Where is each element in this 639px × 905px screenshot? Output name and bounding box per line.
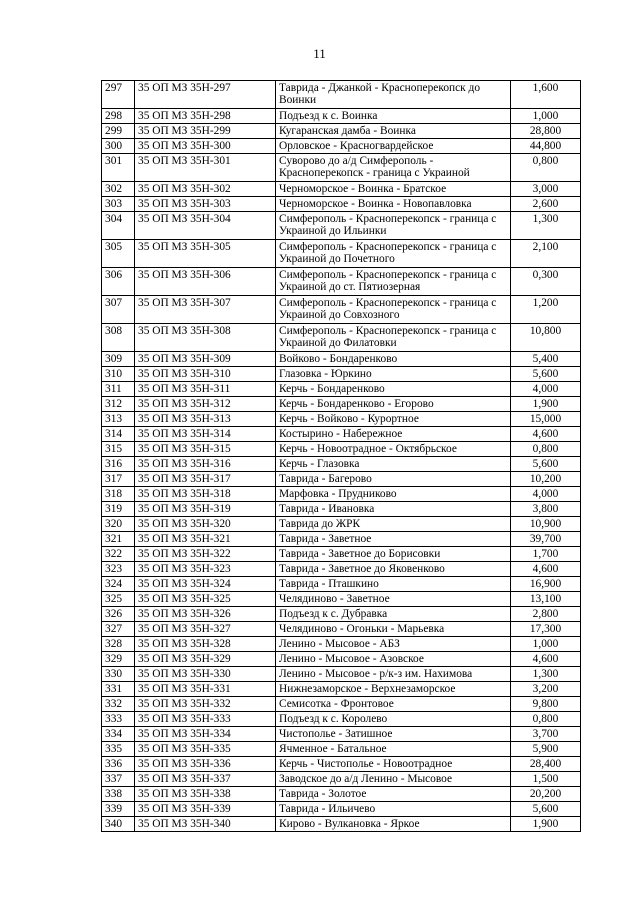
- road-length-cell: 1,300: [511, 667, 581, 682]
- table-row: [102, 81, 581, 109]
- table-row: [102, 817, 581, 832]
- road-code-cell: 35 ОП МЗ 35Н-326: [135, 607, 276, 622]
- road-code-cell: 35 ОП МЗ 35Н-311: [135, 382, 276, 397]
- road-code-cell: 35 ОП МЗ 35Н-306: [135, 268, 276, 296]
- table-row: [102, 397, 581, 412]
- road-code-cell: 35 ОП МЗ 35Н-331: [135, 682, 276, 697]
- table-row: [102, 802, 581, 817]
- table-row: [102, 712, 581, 727]
- road-code-cell: 35 ОП МЗ 35Н-302: [135, 182, 276, 197]
- row-number-cell: 298: [102, 109, 135, 124]
- road-length-cell: 1,900: [511, 817, 581, 832]
- row-number-cell: 306: [102, 268, 135, 296]
- road-code-cell: 35 ОП МЗ 35Н-340: [135, 817, 276, 832]
- road-name-cell: Заводское до а/д Ленино - Мысовое: [276, 772, 511, 787]
- row-number-cell: 316: [102, 457, 135, 472]
- road-code-cell: 35 ОП МЗ 35Н-336: [135, 757, 276, 772]
- road-length-cell: 1,600: [511, 81, 581, 109]
- road-name-cell: Черноморское - Воинка - Новопавловка: [276, 197, 511, 212]
- row-number-cell: 320: [102, 517, 135, 532]
- road-name-cell: Ячменное - Батальное: [276, 742, 511, 757]
- row-number-cell: 311: [102, 382, 135, 397]
- road-name-cell: Таврида - Ильичево: [276, 802, 511, 817]
- table-row: [102, 352, 581, 367]
- road-name-cell: Керчь - Бондаренково: [276, 382, 511, 397]
- road-code-cell: 35 ОП МЗ 35Н-309: [135, 352, 276, 367]
- table-row: [102, 607, 581, 622]
- road-code-cell: 35 ОП МЗ 35Н-337: [135, 772, 276, 787]
- table-row: [102, 577, 581, 592]
- table-row: [102, 592, 581, 607]
- road-name-cell: Таврида - Золотое: [276, 787, 511, 802]
- road-length-cell: 1,200: [511, 296, 581, 324]
- road-name-cell: Таврида - Заветное до Яковенково: [276, 562, 511, 577]
- road-code-cell: 35 ОП МЗ 35Н-320: [135, 517, 276, 532]
- road-name-cell: Марфовка - Прудниково: [276, 487, 511, 502]
- table-row: [102, 562, 581, 577]
- table-row: [102, 154, 581, 182]
- table-row: [102, 139, 581, 154]
- road-code-cell: 35 ОП МЗ 35Н-316: [135, 457, 276, 472]
- road-length-cell: 3,000: [511, 182, 581, 197]
- road-code-cell: 35 ОП МЗ 35Н-312: [135, 397, 276, 412]
- road-length-cell: 3,200: [511, 682, 581, 697]
- row-number-cell: 337: [102, 772, 135, 787]
- road-length-cell: 1,500: [511, 772, 581, 787]
- road-code-cell: 35 ОП МЗ 35Н-300: [135, 139, 276, 154]
- row-number-cell: 324: [102, 577, 135, 592]
- road-code-cell: 35 ОП МЗ 35Н-322: [135, 547, 276, 562]
- road-length-cell: 28,400: [511, 757, 581, 772]
- road-length-cell: 28,800: [511, 124, 581, 139]
- road-length-cell: 4,600: [511, 652, 581, 667]
- road-name-cell: Кирово - Вулкановка - Яркое: [276, 817, 511, 832]
- table-row: [102, 197, 581, 212]
- road-length-cell: 13,100: [511, 592, 581, 607]
- road-code-cell: 35 ОП МЗ 35Н-328: [135, 637, 276, 652]
- row-number-cell: 327: [102, 622, 135, 637]
- road-code-cell: 35 ОП МЗ 35Н-330: [135, 667, 276, 682]
- road-length-cell: 2,100: [511, 240, 581, 268]
- table-row: [102, 637, 581, 652]
- table-row: [102, 367, 581, 382]
- road-code-cell: 35 ОП МЗ 35Н-335: [135, 742, 276, 757]
- roads-table: [101, 80, 581, 832]
- road-name-cell: Войково - Бондаренково: [276, 352, 511, 367]
- road-name-cell: Костырино - Набережное: [276, 427, 511, 442]
- row-number-cell: 319: [102, 502, 135, 517]
- road-name-cell: Керчь - Новоотрадное - Октябрьское: [276, 442, 511, 457]
- row-number-cell: 336: [102, 757, 135, 772]
- table-row: [102, 652, 581, 667]
- table-row: [102, 457, 581, 472]
- road-name-cell: Орловское - Красногвардейское: [276, 139, 511, 154]
- road-name-cell: Подъезд к с. Королево: [276, 712, 511, 727]
- row-number-cell: 332: [102, 697, 135, 712]
- road-length-cell: 1,000: [511, 109, 581, 124]
- row-number-cell: 305: [102, 240, 135, 268]
- row-number-cell: 335: [102, 742, 135, 757]
- table-row: [102, 517, 581, 532]
- row-number-cell: 333: [102, 712, 135, 727]
- row-number-cell: 301: [102, 154, 135, 182]
- road-length-cell: 0,800: [511, 442, 581, 457]
- table-row: [102, 472, 581, 487]
- road-code-cell: 35 ОП МЗ 35Н-301: [135, 154, 276, 182]
- road-length-cell: 4,000: [511, 487, 581, 502]
- road-code-cell: 35 ОП МЗ 35Н-319: [135, 502, 276, 517]
- table-row: [102, 772, 581, 787]
- road-code-cell: 35 ОП МЗ 35Н-307: [135, 296, 276, 324]
- row-number-cell: 300: [102, 139, 135, 154]
- road-length-cell: 39,700: [511, 532, 581, 547]
- table-row: [102, 502, 581, 517]
- table-row: [102, 109, 581, 124]
- table-row: [102, 412, 581, 427]
- road-length-cell: 5,600: [511, 457, 581, 472]
- row-number-cell: 307: [102, 296, 135, 324]
- road-length-cell: 1,700: [511, 547, 581, 562]
- road-length-cell: 5,600: [511, 367, 581, 382]
- row-number-cell: 322: [102, 547, 135, 562]
- row-number-cell: 323: [102, 562, 135, 577]
- table-row: [102, 787, 581, 802]
- road-name-cell: Семисотка - Фронтовое: [276, 697, 511, 712]
- road-code-cell: 35 ОП МЗ 35Н-315: [135, 442, 276, 457]
- table-row: [102, 727, 581, 742]
- table-row: [102, 757, 581, 772]
- road-code-cell: 35 ОП МЗ 35Н-299: [135, 124, 276, 139]
- road-length-cell: 1,900: [511, 397, 581, 412]
- road-code-cell: 35 ОП МЗ 35Н-338: [135, 787, 276, 802]
- road-length-cell: 44,800: [511, 139, 581, 154]
- road-name-cell: Челядиново - Огоньки - Марьевка: [276, 622, 511, 637]
- road-code-cell: 35 ОП МЗ 35Н-303: [135, 197, 276, 212]
- table-row: [102, 682, 581, 697]
- row-number-cell: 339: [102, 802, 135, 817]
- road-name-cell: Керчь - Чистополье - Новоотрадное: [276, 757, 511, 772]
- road-name-cell: Черноморское - Воинка - Братское: [276, 182, 511, 197]
- table-row: [102, 427, 581, 442]
- road-name-cell: Подъезд к с. Дубравка: [276, 607, 511, 622]
- road-length-cell: 1,000: [511, 637, 581, 652]
- row-number-cell: 338: [102, 787, 135, 802]
- road-name-cell: Нижнезаморское - Верхнезаморское: [276, 682, 511, 697]
- road-length-cell: 5,900: [511, 742, 581, 757]
- road-length-cell: 1,300: [511, 212, 581, 240]
- row-number-cell: 325: [102, 592, 135, 607]
- road-name-cell: Керчь - Глазовка: [276, 457, 511, 472]
- table-row: [102, 240, 581, 268]
- road-length-cell: 16,900: [511, 577, 581, 592]
- row-number-cell: 330: [102, 667, 135, 682]
- row-number-cell: 309: [102, 352, 135, 367]
- road-code-cell: 35 ОП МЗ 35Н-323: [135, 562, 276, 577]
- road-name-cell: Ленино - Мысовое - Азовское: [276, 652, 511, 667]
- row-number-cell: 331: [102, 682, 135, 697]
- row-number-cell: 318: [102, 487, 135, 502]
- row-number-cell: 302: [102, 182, 135, 197]
- road-name-cell: Керчь - Войково - Курортное: [276, 412, 511, 427]
- road-length-cell: 15,000: [511, 412, 581, 427]
- road-name-cell: Подъезд к с. Воинка: [276, 109, 511, 124]
- road-length-cell: 5,400: [511, 352, 581, 367]
- road-code-cell: 35 ОП МЗ 35Н-325: [135, 592, 276, 607]
- road-length-cell: 10,900: [511, 517, 581, 532]
- table-row: [102, 324, 581, 352]
- road-code-cell: 35 ОП МЗ 35Н-297: [135, 81, 276, 109]
- row-number-cell: 308: [102, 324, 135, 352]
- road-length-cell: 10,200: [511, 472, 581, 487]
- road-code-cell: 35 ОП МЗ 35Н-332: [135, 697, 276, 712]
- road-code-cell: 35 ОП МЗ 35Н-334: [135, 727, 276, 742]
- road-length-cell: 2,600: [511, 197, 581, 212]
- road-name-cell: Симферополь - Красноперекопск - граница с Украиной до Почетного: [276, 240, 511, 268]
- road-name-cell: Кугаранская дамба - Воинка: [276, 124, 511, 139]
- road-code-cell: 35 ОП МЗ 35Н-327: [135, 622, 276, 637]
- road-name-cell: Таврида - Пташкино: [276, 577, 511, 592]
- table-row: [102, 212, 581, 240]
- road-length-cell: 4,600: [511, 427, 581, 442]
- row-number-cell: 334: [102, 727, 135, 742]
- roads-table-body: [102, 81, 581, 832]
- row-number-cell: 314: [102, 427, 135, 442]
- road-name-cell: Ленино - Мысовое - АБЗ: [276, 637, 511, 652]
- road-code-cell: 35 ОП МЗ 35Н-321: [135, 532, 276, 547]
- road-name-cell: Симферополь - Красноперекопск - граница с Украиной до Ильинки: [276, 212, 511, 240]
- road-name-cell: Симферополь - Красноперекопск - граница с Украиной до ст. Пятиозерная: [276, 268, 511, 296]
- road-length-cell: 4,600: [511, 562, 581, 577]
- row-number-cell: 303: [102, 197, 135, 212]
- road-name-cell: Таврида - Заветное до Борисовки: [276, 547, 511, 562]
- row-number-cell: 304: [102, 212, 135, 240]
- table-row: [102, 182, 581, 197]
- row-number-cell: 315: [102, 442, 135, 457]
- road-length-cell: 17,300: [511, 622, 581, 637]
- road-code-cell: 35 ОП МЗ 35Н-339: [135, 802, 276, 817]
- road-code-cell: 35 ОП МЗ 35Н-298: [135, 109, 276, 124]
- road-name-cell: Суворово до а/д Симферополь - Красноперекопск - граница с Украиной: [276, 154, 511, 182]
- road-name-cell: Чистополье - Затишное: [276, 727, 511, 742]
- table-row: [102, 622, 581, 637]
- road-name-cell: Симферополь - Красноперекопск - граница с Украиной до Филатовки: [276, 324, 511, 352]
- road-length-cell: 0,800: [511, 154, 581, 182]
- table-row: [102, 667, 581, 682]
- road-name-cell: Ленино - Мысовое - р/к-з им. Нахимова: [276, 667, 511, 682]
- table-row: [102, 296, 581, 324]
- table-row: [102, 442, 581, 457]
- table-row: [102, 382, 581, 397]
- road-name-cell: Челядиново - Заветное: [276, 592, 511, 607]
- road-length-cell: 2,800: [511, 607, 581, 622]
- road-length-cell: 4,000: [511, 382, 581, 397]
- road-length-cell: 3,800: [511, 502, 581, 517]
- page-number: 11: [313, 46, 326, 61]
- road-length-cell: 9,800: [511, 697, 581, 712]
- table-row: [102, 547, 581, 562]
- table-row: [102, 487, 581, 502]
- road-code-cell: 35 ОП МЗ 35Н-304: [135, 212, 276, 240]
- row-number-cell: 312: [102, 397, 135, 412]
- road-length-cell: 5,600: [511, 802, 581, 817]
- row-number-cell: 329: [102, 652, 135, 667]
- row-number-cell: 317: [102, 472, 135, 487]
- road-code-cell: 35 ОП МЗ 35Н-317: [135, 472, 276, 487]
- row-number-cell: 310: [102, 367, 135, 382]
- road-length-cell: 0,800: [511, 712, 581, 727]
- row-number-cell: 297: [102, 81, 135, 109]
- row-number-cell: 299: [102, 124, 135, 139]
- table-row: [102, 697, 581, 712]
- road-code-cell: 35 ОП МЗ 35Н-314: [135, 427, 276, 442]
- table-row: [102, 742, 581, 757]
- row-number-cell: 321: [102, 532, 135, 547]
- road-name-cell: Симферополь - Красноперекопск - граница с Украиной до Совхозного: [276, 296, 511, 324]
- road-name-cell: Таврида - Ивановка: [276, 502, 511, 517]
- table-row: [102, 124, 581, 139]
- road-code-cell: 35 ОП МЗ 35Н-333: [135, 712, 276, 727]
- road-code-cell: 35 ОП МЗ 35Н-310: [135, 367, 276, 382]
- row-number-cell: 340: [102, 817, 135, 832]
- road-code-cell: 35 ОП МЗ 35Н-308: [135, 324, 276, 352]
- table-row: [102, 532, 581, 547]
- row-number-cell: 313: [102, 412, 135, 427]
- road-name-cell: Таврида - Заветное: [276, 532, 511, 547]
- road-name-cell: Таврида - Багерово: [276, 472, 511, 487]
- table-row: [102, 268, 581, 296]
- road-length-cell: 0,300: [511, 268, 581, 296]
- road-name-cell: Таврида - Джанкой - Красноперекопск до Воинки: [276, 81, 511, 109]
- road-code-cell: 35 ОП МЗ 35Н-329: [135, 652, 276, 667]
- road-code-cell: 35 ОП МЗ 35Н-305: [135, 240, 276, 268]
- row-number-cell: 328: [102, 637, 135, 652]
- road-length-cell: 10,800: [511, 324, 581, 352]
- road-code-cell: 35 ОП МЗ 35Н-324: [135, 577, 276, 592]
- road-name-cell: Глазовка - Юркино: [276, 367, 511, 382]
- road-length-cell: 3,700: [511, 727, 581, 742]
- road-name-cell: Керчь - Бондаренково - Егорово: [276, 397, 511, 412]
- road-code-cell: 35 ОП МЗ 35Н-313: [135, 412, 276, 427]
- row-number-cell: 326: [102, 607, 135, 622]
- road-length-cell: 20,200: [511, 787, 581, 802]
- road-name-cell: Таврида до ЖРК: [276, 517, 511, 532]
- road-code-cell: 35 ОП МЗ 35Н-318: [135, 487, 276, 502]
